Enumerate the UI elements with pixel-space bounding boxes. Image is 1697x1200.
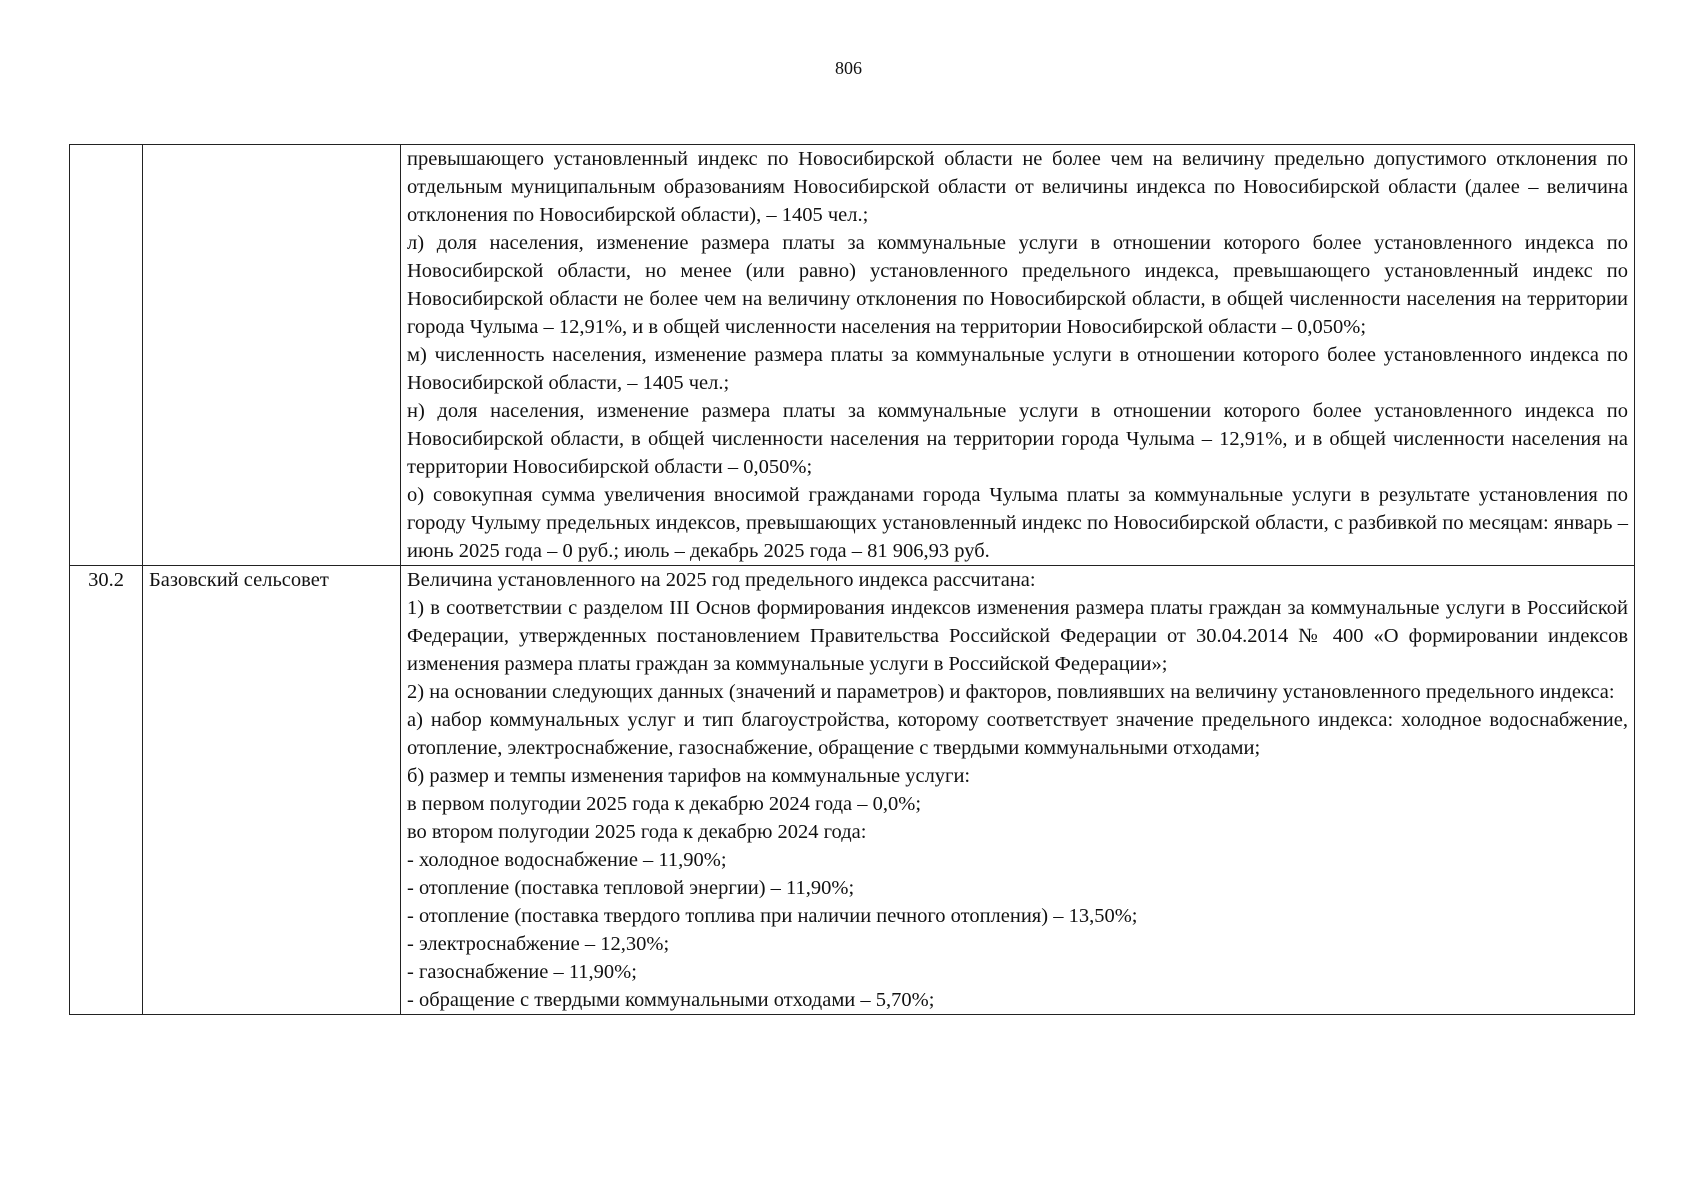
- paragraph: в первом полугодии 2025 года к декабрю 2024 года – 0,0%;: [407, 793, 922, 815]
- paragraph: - холодное водоснабжение – 11,90%;: [407, 849, 727, 871]
- paragraph: 1) в соответствии с разделом III Основ формирования индексов изменения размера платы граждан за коммунальные услуги в Российской Федерации, утвержденных постановлением Правительства Российской Федерации от 30.04.2014 № 400 «О формировании индексов изменения размера платы граждан за коммунальные услуги в Российской Федерации»;: [407, 597, 1628, 675]
- description-cell: [401, 566, 1635, 1015]
- paragraph: 2) на основании следующих данных (значений и параметров) и факторов, повлиявших на величину установленного предельного индекса:: [407, 681, 1615, 703]
- table-row: [70, 566, 1635, 1015]
- paragraph: л) доля населения, изменение размера платы за коммунальные услуги в отношении которого более установленного индекса по Новосибирской области, но менее (или равно) установленного предельного индекса, превышающего установленный индекс по Новосибирской области не более чем на величину отклонения по Новосибирской области, в общей численности населения на территории города Чулыма – 12,91%, и в общей численности населения на территории Новосибирской области – 0,050%;: [407, 232, 1628, 338]
- paragraph: - газоснабжение – 11,90%;: [407, 961, 637, 983]
- description-cell: [401, 145, 1635, 566]
- paragraph: н) доля населения, изменение размера платы за коммунальные услуги в отношении которого более установленного индекса по Новосибирской области, в общей численности населения на территории города Чулыма – 12,91%, и в общей численности населения на территории Новосибирской области – 0,050%;: [407, 400, 1628, 478]
- paragraph: - отопление (поставка тепловой энергии) – 11,90%;: [407, 877, 855, 899]
- municipality-name-cell: [143, 145, 401, 566]
- page-number: 806: [835, 58, 862, 78]
- row-number-cell: 30.2: [70, 566, 143, 1015]
- table-row: [70, 145, 1635, 566]
- paragraph: во втором полугодии 2025 года к декабрю 2024 года:: [407, 821, 867, 843]
- document-table: [69, 144, 1635, 1015]
- paragraph: превышающего установленный индекс по Новосибирской области не более чем на величину предельно допустимого отклонения по отдельным муниципальным образованиям Новосибирской области от величины индекса по Новосибирской области (далее – величина отклонения по Новосибирской области), – 1405 чел.;: [407, 148, 1628, 226]
- paragraph: а) набор коммунальных услуг и тип благоустройства, которому соответствует значение предельного индекса: холодное водоснабжение, отопление, электроснабжение, газоснабжение, обращение с твердыми коммунальными отходами;: [407, 709, 1628, 759]
- paragraph: м) численность населения, изменение размера платы за коммунальные услуги в отношении которого более установленного индекса по Новосибирской области, – 1405 чел.;: [407, 344, 1628, 394]
- row-number-cell: [70, 145, 143, 566]
- municipality-name-cell: Базовский сельсовет: [143, 566, 401, 1015]
- paragraph: б) размер и темпы изменения тарифов на коммунальные услуги:: [407, 765, 971, 787]
- paragraph: Величина установленного на 2025 год предельного индекса рассчитана:: [407, 569, 1036, 591]
- paragraph: - отопление (поставка твердого топлива при наличии печного отопления) – 13,50%;: [407, 905, 1138, 927]
- paragraph: о) совокупная сумма увеличения вносимой гражданами города Чулыма платы за коммунальные услуги в результате установления по городу Чулыму предельных индексов, превышающих установленный индекс по Новосибирской области, с разбивкой по месяцам: январь – июнь 2025 года – 0 руб.; июль – декабрь 2025 года – 81 906,93 руб.: [407, 484, 1628, 562]
- paragraph: - электроснабжение – 12,30%;: [407, 933, 670, 955]
- paragraph: - обращение с твердыми коммунальными отходами – 5,70%;: [407, 989, 935, 1011]
